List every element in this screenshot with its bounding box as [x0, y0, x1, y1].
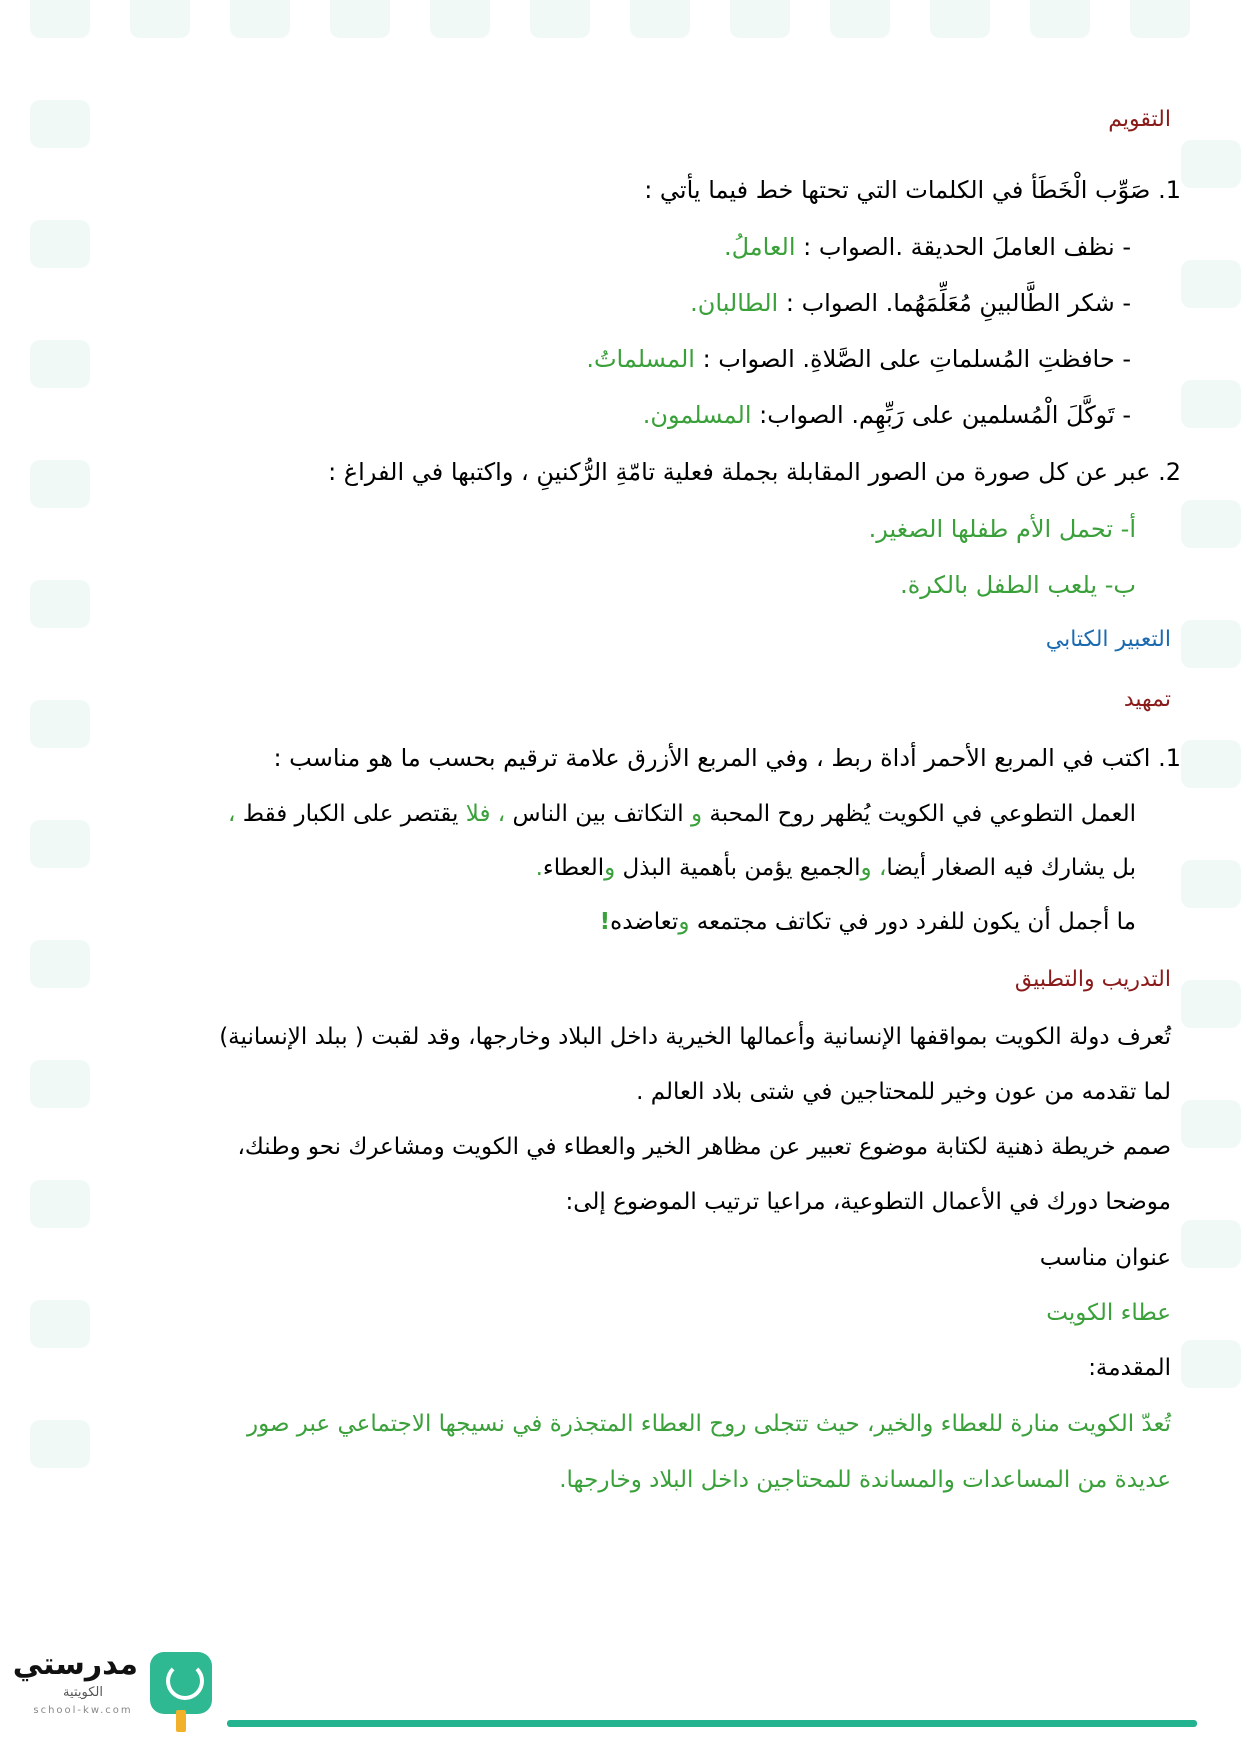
item-4-answer: المسلمون.	[642, 401, 752, 429]
answer-punctuation: ،	[227, 801, 236, 827]
text: العطاء	[542, 855, 605, 881]
item-3-text: حافظتِ المُسلماتِ على الصَّلاةِ. الصواب :	[694, 345, 1115, 373]
item-1-text: نظف العاملَ الحديقة .الصواب :	[795, 233, 1115, 261]
answer-connector: ، فلا	[465, 801, 506, 827]
text: الجميع يؤمن بأهمية البذل	[615, 855, 861, 881]
text: بل يشارك فيه الصغار أيضا	[886, 855, 1136, 881]
answer-punctuation: !	[599, 909, 611, 935]
logo-name: مدرستي	[12, 1647, 138, 1682]
practice-heading: التدريب والتطبيق	[1014, 967, 1171, 992]
logo-icon	[150, 1652, 212, 1714]
answer-connector: و	[604, 855, 616, 881]
answer-connector: و	[678, 909, 690, 935]
practice-paragraph-4: موضحا دورك في الأعمال التطوعية، مراعيا ترتيب الموضوع إلى:	[565, 1189, 1171, 1215]
question-2-answer-a: أ- تحمل الأم طفلها الصغير.	[868, 515, 1136, 543]
title-label: عنوان مناسب	[1039, 1245, 1171, 1271]
list-item: - تَوكَّلَ الْمُسلمين على رَبِّهِم. الصواب: المسلمون.	[642, 401, 1131, 429]
fill-line-3	[600, 902, 1136, 942]
list-item: - شكر الطَّالبينِ مُعَلِّمَهُما. الصواب : الطالبان.	[690, 289, 1131, 317]
question-2	[328, 452, 1181, 492]
text: ما أجمل أن يكون للفرد دور في تكاتف مجتمعه	[689, 909, 1136, 935]
question-1-number: 1.	[1158, 176, 1181, 204]
practice-paragraph-3: صمم خريطة ذهنية لكتابة موضوع تعبير عن مظاهر الخير والعطاء في الكويت ومشاعرك نحو وطنك،	[237, 1134, 1171, 1160]
watermark-top	[0, 0, 1241, 40]
title-answer: عطاء الكويت	[1046, 1300, 1171, 1326]
answer-connector: و	[690, 801, 703, 827]
logo-url: school-kw.com	[33, 1705, 133, 1716]
item-3-answer: المسلماتُ.	[586, 345, 695, 373]
logo-subtitle: الكويتية	[63, 1685, 103, 1700]
writing-question-1-text: اكتب في المربع الأحمر أداة ربط ، وفي المربع الأزرق علامة ترقيم بحسب ما هو مناسب :	[273, 744, 1151, 772]
text: يقتصر على الكبار فقط	[235, 801, 466, 827]
text: التكاتف بين الناس	[505, 801, 691, 827]
question-2-answer-b: ب- يلعب الطفل بالكرة.	[900, 571, 1136, 599]
question-1	[644, 170, 1181, 210]
fill-line-2	[536, 848, 1136, 888]
practice-paragraph-2: لما تقدمه من عون وخير للمحتاجين في شتى بلاد العالم .	[636, 1079, 1171, 1105]
footer-divider	[227, 1720, 1197, 1727]
item-2-answer: الطالبان.	[690, 289, 779, 317]
list-item: - حافظتِ المُسلماتِ على الصَّلاةِ. الصواب : المسلماتُ.	[586, 345, 1131, 373]
watermark-right	[1171, 80, 1241, 1580]
intro-answer-line-2: عديدة من المساعدات والمساندة للمحتاجين داخل البلاد وخارجها.	[559, 1467, 1171, 1493]
writing-question-1-number: 1.	[1158, 744, 1181, 772]
intro-label: المقدمة:	[1088, 1355, 1171, 1381]
evaluation-heading: التقويم	[1108, 107, 1171, 132]
list-item: - نظف العاملَ الحديقة .الصواب : العاملُ.	[723, 233, 1131, 261]
question-1-text: صَوِّب الْخَطَأ في الكلمات التي تحتها خط فيما يأتي :	[644, 176, 1151, 204]
answer-punctuation: .	[535, 855, 543, 881]
watermark-left	[20, 80, 90, 1580]
fill-line-1	[228, 794, 1136, 834]
question-2-number: 2.	[1158, 458, 1181, 486]
text: العمل التطوعي في الكويت يُظهر روح المحبة	[702, 801, 1136, 827]
writing-heading: التعبير الكتابي	[1045, 627, 1171, 652]
item-1-answer: العاملُ.	[723, 233, 796, 261]
question-2-text: عبر عن كل صورة من الصور المقابلة بجملة فعلية تامّةِ الرُّكنينِ ، واكتبها في الفراغ :	[328, 458, 1151, 486]
intro-answer-line-1: تُعدّ الكويت منارة للعطاء والخير، حيث تتجلى روح العطاء المتجذرة في نسيجها الاجتماعي عبر صور	[246, 1411, 1171, 1437]
text: تعاضده	[610, 909, 679, 935]
answer-connector: ، و	[860, 855, 887, 881]
writing-question-1	[273, 738, 1181, 778]
practice-paragraph-1: تُعرف دولة الكويت بمواقفها الإنسانية وأعمالها الخيرية داخل البلاد وخارجها، وقد لقبت ( ببلد الإنسانية)	[219, 1024, 1171, 1050]
intro-heading: تمهيد	[1123, 687, 1171, 712]
item-2-text: شكر الطَّالبينِ مُعَلِّمَهُما. الصواب :	[778, 289, 1115, 317]
item-4-text: تَوكَّلَ الْمُسلمين على رَبِّهِم. الصواب:	[751, 401, 1115, 429]
